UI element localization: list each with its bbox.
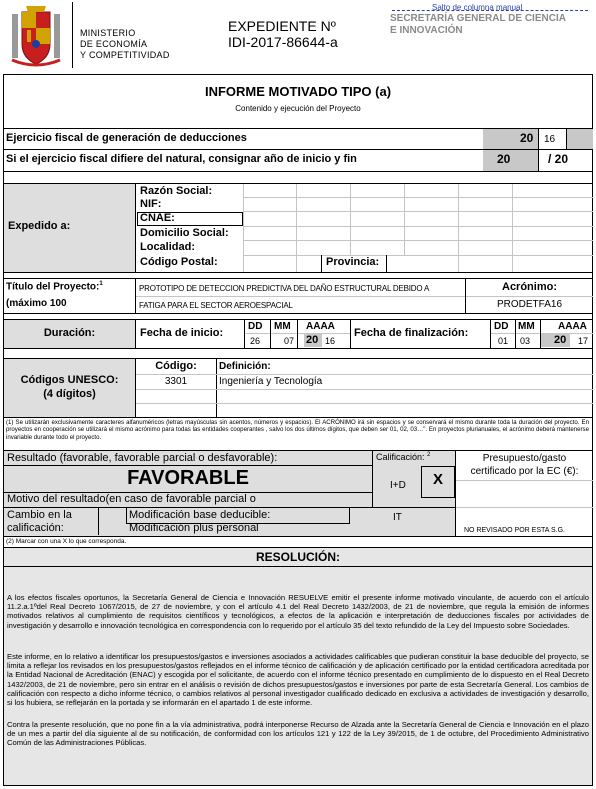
column-break-label: Salto de columna manual — [432, 3, 523, 12]
cambio-line-2: calificación: — [7, 522, 64, 534]
resolucion-paragraph-2: Este informe, en lo relativo a identificar los presupuestos/gastos e inversiones asociados a actividades calificables que pudieran constituir la base deducible del proyecto, se limita a reflejar los revisados en los presupuestos/gastos reflejados en el informe técnico de calificación y de aplicación certificado por la entidad certificadora acreditada por la Entidad Nacional de Acreditación (ENAC) y escogida por el solicitante, de acuerdo con el informe técnico presentado en cumplimiento de lo dispuesto en el Real Decreto 1432/2003, de 21 de noviembre, pero sin entrar en el análisis o revisión de dichos presupuestos/gastos e inversiones por parte de esta Secretaría General. Los cambios de calificación con respecto a dicho informe técnico, o cambios relativos al personal investigador cualificado dedicado en exclusiva a actividades de investigación y desarrollo, si los hubiera, se reflejarán en la portada y se informarán en el apartado 1 de este informe. — [7, 652, 589, 708]
footnote-ref-2: 2 — [427, 452, 431, 458]
presupuesto-label — [456, 452, 593, 478]
project-title-max: (máximo 100 — [6, 298, 67, 309]
expediente-block — [228, 18, 338, 50]
result-label: Resultado (favorable, favorable parcial o desfavorable): — [7, 452, 278, 464]
id-label: I+D — [390, 480, 406, 491]
footnote-2: (2) Marcar con una X lo que corresponda. — [6, 538, 127, 545]
field-domicilio: Domicilio Social: — [140, 227, 229, 239]
presupuesto-line-1: Presupuesto/gasto — [482, 453, 567, 464]
duration-label: Duración: — [43, 327, 96, 339]
form-title: INFORME MOTIVADO TIPO (a) — [204, 84, 392, 99]
fiscal-range-start: 20 — [497, 152, 511, 166]
unesco-code-header: Código: — [155, 360, 197, 372]
start-date-label: Fecha de inicio: — [140, 327, 224, 339]
resolucion-paragraph-1: A los efectos fiscales oportunos, la Secretaría General de Ciencia e Innovación RESUELVE emitir el presente informe motivado vinculante, de acuerdo con el artículo 11.2.a.1ºdel Real Decreto 1067/2015, de 27 de noviembre, y con el artículo 4.1 del Real Decreto 1432/2003, de 21 de noviembre, que regula la emisión de informes motivados relativos al cumplimiento de requisitos científicos y tecnológicos, a efectos de la aplicación e interpretación de deducciones fiscales por actividades de investigación y desarrollo e innovación tecnológica en correspondencia con lo requerido por el artículo 35 del texto refundido de la Ley del Impuesto sobre Sociedades. — [7, 593, 589, 630]
id-mark: X — [432, 471, 443, 488]
expediente-number: IDI-2017-86644-a — [228, 34, 338, 50]
project-title-line-2: FATIGA PARA EL SECTOR AEROESPACIAL — [139, 301, 293, 310]
fiscal-year-label: Ejercicio fiscal de generación de deducciones — [6, 132, 247, 144]
calificacion-text: Calificación: — [376, 452, 425, 462]
field-nif: NIF: — [140, 198, 162, 210]
end-mm-header: MM — [518, 321, 535, 332]
no-revisado-label: NO REVISADO POR ESTA S.G. — [464, 527, 566, 534]
acronym-label: Acrónimo: — [502, 281, 557, 293]
field-cnae: CNAE: — [140, 212, 175, 224]
cambio-label — [7, 509, 72, 535]
footnote-ref-1: 1 — [99, 281, 103, 287]
field-provincia: Provincia: — [326, 256, 380, 268]
coat-of-arms-icon — [8, 4, 64, 70]
unesco-definition-header: Definición: — [219, 361, 271, 372]
ministry-line-1: MINISTERIO — [80, 28, 136, 38]
acronym-value: PRODETFA16 — [496, 299, 563, 310]
end-aaaa-header: AAAA — [558, 321, 587, 332]
end-century: 20 — [554, 334, 567, 346]
end-year: 17 — [578, 336, 589, 346]
unesco-label: Códigos UNESCO: — [20, 374, 119, 386]
field-localidad: Localidad: — [140, 241, 196, 253]
resolucion-paragraph-3: Contra la presente resolución, que no pone fin a la vía administrativa, podrá interponerse Recurso de Alzada ante la Secretaría General de Ciencia e Innovación en el plazo de un mes a partir del día siguiente al de su notificación, de conformidad con los artículos 121 y 122 de la Ley 39/2015, de 1 de octubre, del Procedimiento Administrativo Común de las Administraciones Públicas. — [7, 720, 589, 748]
motivo-label: Motivo del resultado(en caso de favorable parcial o — [7, 493, 256, 505]
mod-base-label: Modificación base deducible: — [129, 509, 271, 521]
start-dd-header: DD — [248, 321, 263, 332]
calificacion-label — [376, 452, 430, 462]
secretaria-line-1: SECRETARÍA GENERAL DE CIENCIA — [390, 13, 566, 24]
start-century: 20 — [306, 334, 319, 346]
start-aaaa-header: AAAA — [306, 321, 335, 332]
field-codigo-postal: Código Postal: — [140, 256, 218, 268]
unesco-code-value: 3301 — [164, 376, 188, 387]
secretaria-name — [390, 13, 566, 37]
fiscal-range-label: Si el ejercicio fiscal difiere del natural, consignar año de inicio y fin — [6, 153, 357, 165]
expedido-label: Expedido a: — [8, 220, 71, 232]
header — [0, 0, 596, 74]
ministry-line-2: DE ECONOMÍA — [80, 39, 148, 49]
end-day: 01 — [498, 336, 509, 346]
start-mm-header: MM — [274, 321, 291, 332]
fiscal-year-century: 20 — [520, 131, 534, 145]
it-label: IT — [393, 512, 402, 523]
resolucion-title: RESOLUCIÓN: — [256, 550, 340, 564]
project-title-line-1: PROTOTIPO DE DETECCION PREDICTIVA DEL DAÑO ESTRUCTURAL DEBIDO A — [139, 284, 430, 293]
cambio-line-1: Cambio en la — [7, 509, 72, 521]
fiscal-year-value: 16 — [544, 134, 556, 145]
expediente-label: EXPEDIENTE Nº — [228, 18, 336, 34]
project-title-label — [6, 281, 103, 292]
end-date-label: Fecha de finalización: — [354, 327, 469, 339]
project-title-text: Título del Proyecto: — [6, 281, 100, 293]
footnote-1: (1) Se utilizarán exclusivamente caracteres alfanuméricos (letras mayúsculas sin acentos, números y espacios). El ACRÓNIMO irá sin espacios y se conservará el mismo durante toda la duración del proyecto. En proyectos en cooperación se utilizará el mismo acrónimo para todas las entidades cooperantes , salvo los dos últimos dígitos, que deben ser 01, 02, 03…". En proyectos plurianuales, el acrónimo deberá mantenerse invariable durante todo el proyecto. — [6, 419, 589, 441]
start-month: 07 — [284, 336, 295, 346]
ministry-line-3: Y COMPETITIVIDAD — [80, 50, 170, 60]
start-day: 26 — [250, 336, 261, 346]
end-dd-header: DD — [494, 321, 509, 332]
presupuesto-line-2: certificado por la EC (€): — [470, 466, 579, 477]
form-subtitle: Contenido y ejecución del Proyecto — [235, 104, 361, 113]
result-value: FAVORABLE — [127, 467, 249, 489]
start-year: 16 — [325, 336, 336, 346]
secretaria-line-2: E INNOVACIÓN — [390, 25, 463, 36]
unesco-definition-value: Ingeniería y Tecnología — [219, 376, 323, 387]
unesco-digits-label: (4 dígitos) — [43, 388, 96, 400]
mod-plus-label: Modificación plus personal — [129, 522, 259, 534]
fiscal-range-end: / 20 — [548, 152, 569, 166]
field-razon-social: Razón Social: — [140, 185, 213, 197]
end-month: 03 — [520, 336, 531, 346]
ministry-name — [80, 28, 170, 61]
